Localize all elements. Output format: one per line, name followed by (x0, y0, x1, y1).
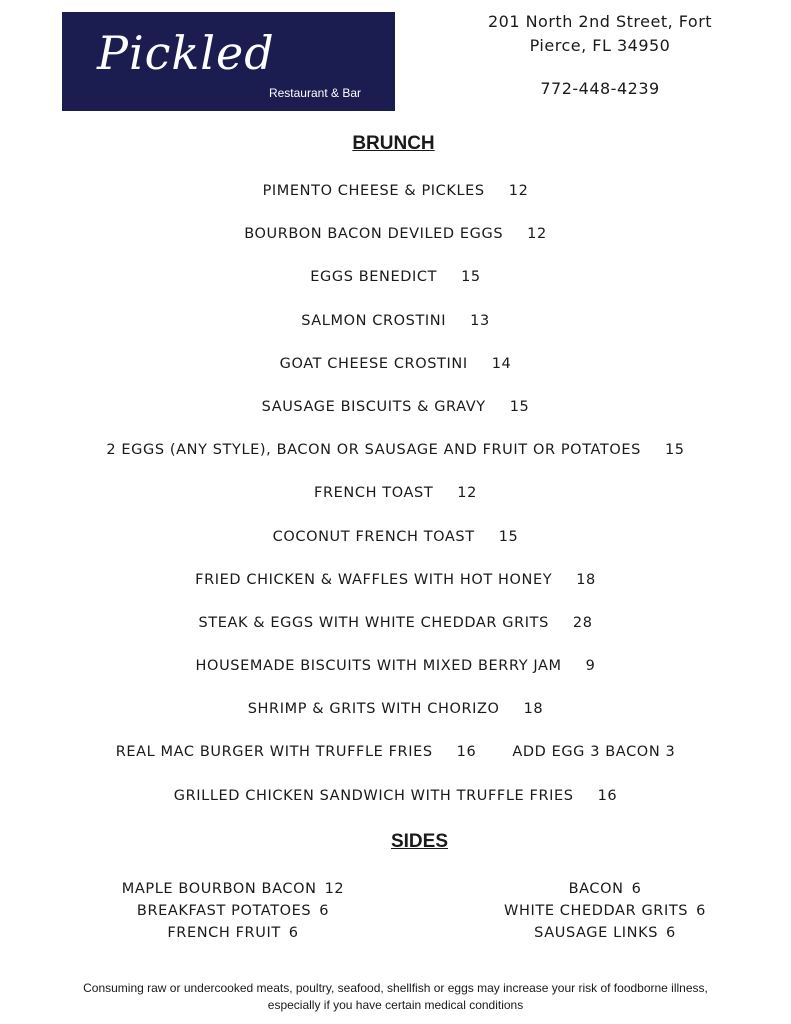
restaurant-logo (62, 12, 395, 111)
item-price: 13 (470, 312, 490, 329)
item-name: GRILLED CHICKEN SANDWICH WITH TRUFFLE FRIES (173, 787, 574, 804)
item-name: EGGS BENEDICT (310, 269, 438, 286)
side-item (73, 922, 393, 944)
menu-item (0, 223, 791, 266)
item-price: 9 (585, 658, 596, 675)
address-line-2: Pierce, FL 34950 (529, 36, 671, 55)
menu-item (0, 439, 791, 482)
side-price: 6 (288, 925, 299, 941)
item-name: FRIED CHICKEN & WAFFLES WITH HOT HONEY (195, 571, 553, 588)
item-price: 15 (664, 442, 685, 459)
item-price: 18 (576, 571, 596, 588)
item-name: GOAT CHEESE CROSTINI (279, 355, 468, 372)
side-price: 6 (631, 881, 642, 897)
side-item (73, 878, 393, 900)
menu-item (0, 353, 791, 396)
side-item (445, 922, 765, 944)
menu-item (0, 310, 791, 353)
food-safety-disclaimer (40, 980, 751, 1014)
side-item (445, 878, 765, 900)
phone-number: 772-448-4239 (540, 79, 660, 98)
side-name: BREAKFAST POTATOES (136, 903, 312, 919)
item-name: BOURBON BACON DEVILED EGGS (244, 226, 504, 243)
item-name: FRENCH TOAST (314, 485, 434, 502)
item-price: 15 (509, 398, 530, 415)
menu-item (0, 612, 791, 655)
side-name: BACON (568, 881, 624, 897)
side-price: 6 (319, 903, 330, 919)
item-name: SHRIMP & GRITS WITH CHORIZO (247, 701, 500, 718)
brunch-heading: BRUNCH (352, 133, 435, 154)
address-line-1: 201 North 2nd Street, Fort (487, 12, 713, 31)
item-name: COCONUT FRENCH TOAST (272, 528, 475, 545)
side-name: WHITE CHEDDAR GRITS (504, 903, 689, 919)
menu-item (0, 266, 791, 309)
side-price: 6 (666, 925, 676, 941)
item-price: 12 (508, 183, 529, 199)
item-price: 15 (461, 269, 481, 286)
sides-left-column (73, 878, 393, 944)
disclaimer-line-1: Consuming raw or undercooked meats, poultry, seafood, shellfish or eggs may increase your risk of foodborne illness, (83, 981, 708, 995)
menu-item (0, 526, 791, 569)
side-price: 6 (696, 903, 706, 919)
logo-name: Pickled (97, 26, 275, 80)
logo-tagline: Restaurant & Bar (268, 86, 361, 100)
menu-item (0, 396, 791, 439)
menu-item (0, 655, 791, 698)
menu-item (0, 180, 791, 223)
item-price: 18 (523, 701, 544, 718)
item-price: 15 (498, 528, 519, 545)
sides-heading: SIDES (390, 831, 449, 852)
address (440, 10, 760, 58)
menu-item (0, 482, 791, 525)
item-price: 12 (527, 226, 547, 243)
side-item (73, 900, 393, 922)
menu-item (0, 698, 791, 741)
item-price: 16 (456, 744, 477, 761)
side-price: 12 (324, 881, 345, 897)
item-name: PIMENTO CHEESE & PICKLES (262, 183, 485, 199)
menu-item (0, 569, 791, 612)
item-price: 14 (491, 355, 512, 372)
disclaimer-line-2: especially if you have certain medical conditions (267, 998, 524, 1012)
item-price: 16 (597, 787, 618, 804)
item-add-on: ADD EGG 3 BACON 3 (512, 744, 676, 761)
item-price: 12 (457, 485, 477, 502)
menu-item (0, 785, 791, 828)
item-name: STEAK & EGGS WITH WHITE CHEDDAR GRITS (198, 614, 549, 631)
item-name: 2 EGGS (ANY STYLE), BACON OR SAUSAGE AND FRUIT OR POTATOES (106, 442, 641, 459)
side-name: MAPLE BOURBON BACON (121, 881, 317, 897)
side-name: FRENCH FRUIT (167, 925, 281, 941)
item-name: SALMON CROSTINI (301, 312, 447, 329)
item-name: SAUSAGE BISCUITS & GRAVY (261, 398, 486, 415)
item-name: REAL MAC BURGER WITH TRUFFLE FRIES (115, 744, 433, 761)
menu-item (0, 741, 791, 784)
side-name: SAUSAGE LINKS (534, 925, 659, 941)
item-name: HOUSEMADE BISCUITS WITH MIXED BERRY JAM (195, 658, 562, 675)
sides-right-column (445, 878, 765, 944)
item-price: 28 (572, 614, 593, 631)
side-item (445, 900, 765, 922)
brunch-menu (0, 180, 791, 828)
